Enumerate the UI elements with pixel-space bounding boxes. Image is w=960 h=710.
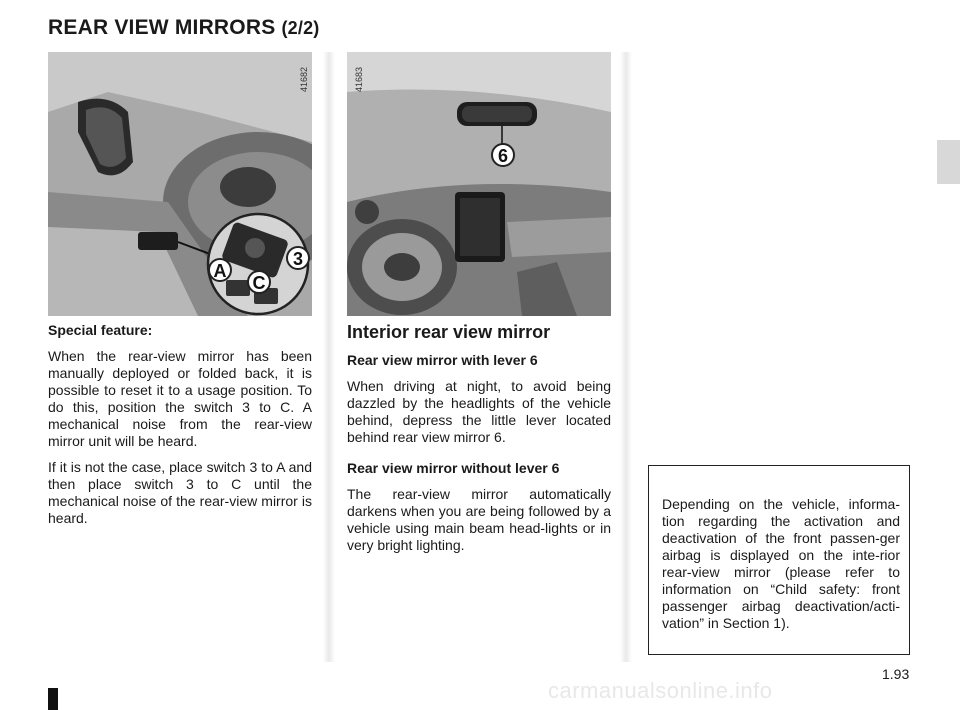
column-divider-left <box>323 52 335 662</box>
no-lever-para: The rear-view mirror automatically darkens when you are being followed by a vehicle using main beam head-lights or in very bright lighting. <box>347 486 611 553</box>
middle-column-text <box>347 352 611 563</box>
special-feature-para2: If it is not the case, place switch 3 to A and then place switch 3 to C until the mechanical noise of the rear-view mirror is heard. <box>48 459 312 526</box>
special-feature-para1: When the rear-view mirror has been manually deployed or folded back, it is possible to reset it to a usage position. To do this, position the switch 3 to C. A mechanical noise from the rear-view mirror unit will be heard. <box>48 348 312 449</box>
airbag-note-text: Depending on the vehicle, informa-tion regarding the activation and deactivation of the front passen-ger airbag is displayed on the inte-rior rear-view mirror (please refer to information on “Child safety: front passenger airbag deactivation/acti-vation” in Section 1). <box>662 496 900 631</box>
figure-number-left: 41682 <box>299 66 309 92</box>
lever-subheading: Rear view mirror with lever 6 <box>347 352 538 368</box>
page-title-part: (2/2) <box>281 18 320 38</box>
section-tab <box>937 140 960 184</box>
figure-mirror-switch <box>48 52 312 316</box>
callout-a: A <box>213 261 227 281</box>
corner-mark <box>48 688 58 710</box>
special-feature-heading: Special feature: <box>48 322 153 338</box>
callout-3: 3 <box>292 249 304 269</box>
callout-c: C <box>252 273 266 293</box>
figure-number-right: 41683 <box>354 66 364 92</box>
lever-para: When driving at night, to avoid being dazzled by the headlights of the vehicle behind, depress the little lever located behind rear view mirror 6. <box>347 378 611 445</box>
no-lever-subheading: Rear view mirror without lever 6 <box>347 460 560 476</box>
callout-6: 6 <box>497 146 509 166</box>
airbag-note-box <box>648 465 910 655</box>
watermark: carmanualsonline.info <box>548 678 773 703</box>
left-column-text <box>48 322 312 536</box>
page-title-main: REAR VIEW MIRRORS <box>48 16 276 39</box>
page-number: 1.93 <box>882 666 910 682</box>
interior-mirror-heading: Interior rear view mirror <box>347 322 551 342</box>
figure-interior-mirror <box>347 52 611 316</box>
column-divider-right <box>620 52 632 662</box>
page-title <box>48 16 319 40</box>
